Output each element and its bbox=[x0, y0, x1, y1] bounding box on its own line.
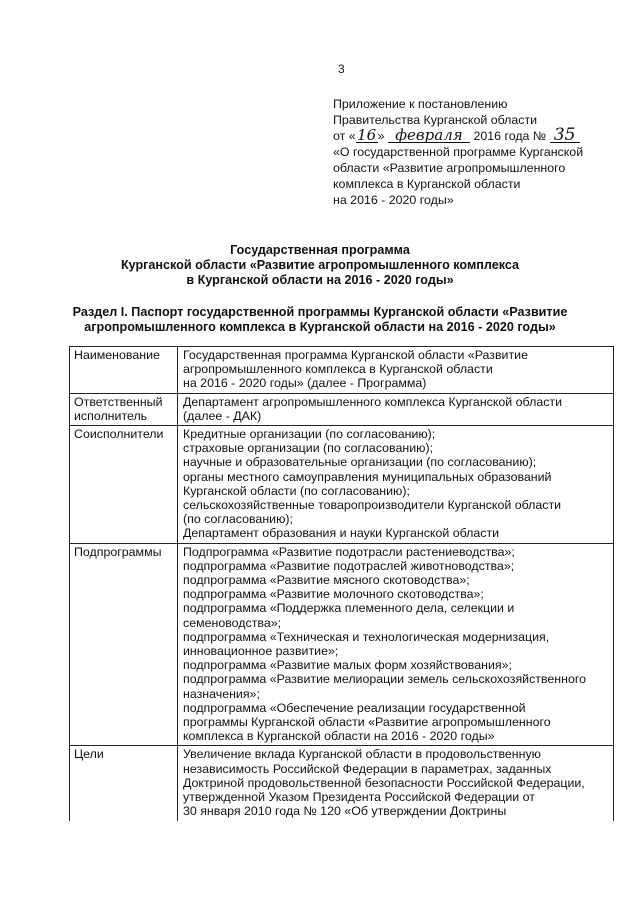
table-row bbox=[70, 347, 614, 394]
appendix-line: Правительства Курганской области bbox=[333, 113, 538, 127]
title-line: в Курганской области на 2016 - 2020 годы» bbox=[186, 273, 454, 287]
row-label-cell bbox=[70, 746, 178, 821]
row-label: Ответственный bbox=[74, 394, 163, 409]
row-value-line: подпрограмма «Развитие подотраслей животноводства»; bbox=[183, 558, 515, 573]
table-row bbox=[70, 393, 614, 425]
appendix-line: на 2016 - 2020 годы» bbox=[333, 193, 454, 207]
row-value-cell bbox=[178, 746, 614, 821]
row-value-line: назначения»; bbox=[183, 686, 260, 701]
row-label: Наименование bbox=[74, 348, 160, 362]
title-line: Курганской области «Развитие агропромышленного комплекса bbox=[120, 258, 520, 272]
table-row bbox=[70, 746, 614, 821]
row-label-cell bbox=[70, 426, 178, 544]
row-value-line: на 2016 - 2020 годы» (далее - Программа) bbox=[183, 376, 427, 391]
row-label: Подпрограммы bbox=[74, 544, 162, 559]
row-label-cell bbox=[70, 543, 178, 746]
row-value-line: подпрограмма «Развитие мелиорации земель сельскохозяйственного bbox=[183, 672, 587, 687]
section-line: агропромышленного комплекса в Курганской области на 2016 - 2020 годы» bbox=[84, 320, 556, 334]
row-value-line: Доктриной продовольственной безопасности Российской Федерации, bbox=[183, 775, 585, 790]
row-label-cell bbox=[70, 347, 178, 394]
row-value-line: страховые организации (по согласованию); bbox=[183, 441, 434, 456]
passport-table-body bbox=[70, 347, 614, 821]
row-value-line: подпрограмма «Развитие малых форм хозяйствования»; bbox=[183, 658, 512, 673]
appendix-block bbox=[333, 96, 633, 208]
row-value-line: утвержденной Указом Президента Российской Федерации от bbox=[183, 790, 535, 805]
row-value-line: сельскохозяйственные товаропроизводители Курганской области bbox=[183, 498, 562, 513]
row-value-cell bbox=[178, 393, 614, 425]
passport-table bbox=[69, 346, 614, 821]
date-prefix: от « bbox=[333, 129, 356, 143]
appendix-line: области «Развитие агропромышленного bbox=[333, 161, 566, 175]
year-text: 2016 года № bbox=[473, 129, 547, 143]
row-value-cell bbox=[178, 426, 614, 544]
page-number: 3 bbox=[338, 62, 345, 76]
row-label: Цели bbox=[74, 747, 104, 762]
row-value-line: подпрограмма «Развитие молочного скотоводства»; bbox=[183, 587, 484, 602]
row-value-line: Подпрограмма «Развитие подотрасли растениеводства»; bbox=[183, 544, 515, 559]
row-value-cell bbox=[178, 347, 614, 394]
row-label: Соисполнители bbox=[74, 427, 164, 442]
row-value-line: семеноводства»; bbox=[183, 615, 282, 630]
handwritten-day: 16 bbox=[357, 126, 377, 144]
title-line: Государственная программа bbox=[230, 243, 410, 257]
row-value-line: комплекса в Курганской области на 2016 - 2020 годы» bbox=[183, 729, 495, 744]
table-row bbox=[70, 426, 614, 544]
row-value-line: 30 января 2010 года № 120 «Об утверждении Доктрины bbox=[183, 804, 507, 819]
row-value-line: Государственная программа Курганской области «Развитие bbox=[183, 348, 528, 362]
row-value-line: независимость Российской Федерации в параметрах, заданных bbox=[183, 761, 552, 776]
appendix-line: «О государственной программе Курганской bbox=[333, 145, 584, 159]
row-value-line: органы местного самоуправления муниципальных образований bbox=[183, 469, 552, 484]
row-label: исполнитель bbox=[74, 408, 148, 423]
appendix-date-line bbox=[333, 125, 633, 145]
handwritten-number: 35 bbox=[550, 128, 580, 143]
row-value-line: подпрограмма «Техническая и технологическая модернизация, bbox=[183, 629, 550, 644]
program-title bbox=[0, 243, 640, 288]
section-heading bbox=[0, 305, 640, 335]
row-value-line: Курганской области (по согласованию); bbox=[183, 483, 410, 498]
row-value-line: агропромышленного комплекса в Курганской области bbox=[183, 362, 493, 377]
row-value-line: подпрограмма «Поддержка племенного дела, селекции и bbox=[183, 601, 515, 616]
row-value-line: программы Курганской области «Развитие агропромышленного bbox=[183, 715, 551, 730]
row-value-line: подпрограмма «Обеспечение реализации государственной bbox=[183, 700, 526, 715]
row-label-cell bbox=[70, 393, 178, 425]
day-suffix: » bbox=[377, 129, 385, 143]
row-value-line: Департамент образования и науки Курганской области bbox=[183, 526, 500, 541]
row-value-line: Увеличение вклада Курганской области в продовольственную bbox=[183, 747, 541, 762]
row-value-line: (далее - ДАК) bbox=[183, 408, 262, 423]
row-value-line: (по согласованию); bbox=[183, 512, 293, 527]
row-value-line: подпрограмма «Развитие мясного скотоводства»; bbox=[183, 573, 470, 588]
row-value-line: Департамент агропромышленного комплекса Курганской области bbox=[183, 394, 563, 409]
row-value-line: научные и образовательные организации (по согласованию); bbox=[183, 455, 537, 470]
handwritten-month: февраля bbox=[388, 128, 470, 143]
appendix-line: Приложение к постановлению bbox=[333, 97, 508, 111]
table-row bbox=[70, 543, 614, 746]
row-value-cell bbox=[178, 543, 614, 746]
section-line: Раздел I. Паспорт государственной программы Курганской области «Развитие bbox=[72, 305, 568, 319]
row-value-line: Кредитные организации (по согласованию); bbox=[183, 427, 436, 442]
row-value-line: инновационное развитие»; bbox=[183, 644, 339, 659]
appendix-line: комплекса в Курганской области bbox=[333, 177, 521, 191]
